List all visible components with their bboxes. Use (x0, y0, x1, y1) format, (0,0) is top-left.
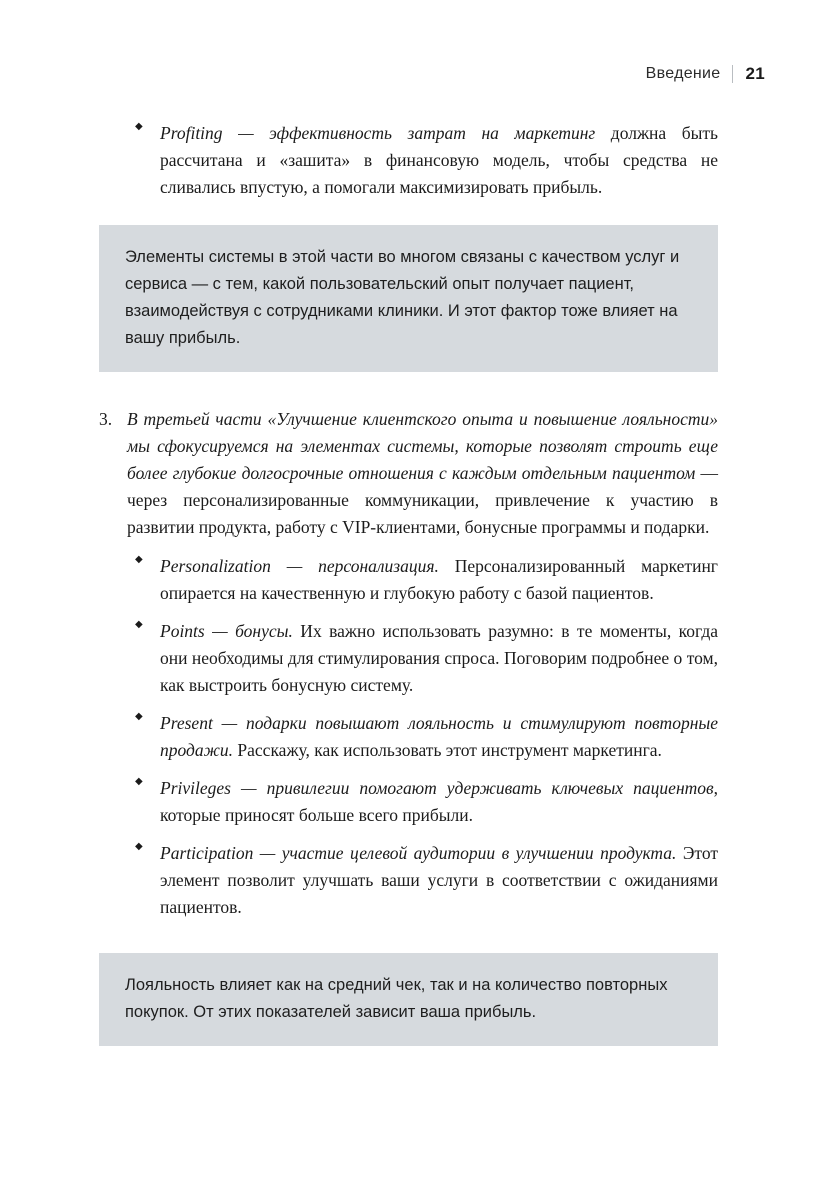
list-item-lead: Profiting — эффективность затрат на маркетинг (160, 123, 596, 143)
numbered-item-3 (99, 406, 718, 541)
list-item-body: , которые приносят больше всего прибыли. (160, 778, 718, 825)
diamond-bullet-icon: ◆ (135, 554, 143, 565)
diamond-bullet-icon: ◆ (135, 619, 143, 630)
list-item-text (160, 120, 718, 201)
list-item-lead: Participation — участие целевой аудитории в улучшении продукта. (160, 843, 677, 863)
item-number: 3. (99, 409, 113, 429)
list-item-points (135, 618, 718, 699)
numbered-item-text (127, 406, 718, 541)
numbered-item-body: — через персонализированные коммуникации, привлечение к участию в развитии продукта, работу с VIP-клиентами, бонусные программы и подарки. (127, 463, 718, 537)
page-number: 21 (745, 64, 765, 83)
list-item-participation (135, 840, 719, 921)
callout-box-quality (99, 225, 718, 372)
list-item-lead: Points — бонусы. (160, 621, 293, 641)
list-item-present (135, 710, 718, 764)
page-header (646, 64, 765, 84)
list-item-profiting (135, 120, 719, 201)
page-content (99, 120, 718, 1046)
diamond-bullet-icon: ◆ (135, 776, 143, 787)
list-item-body: Их важно использовать разумно: в те моменты, когда они необходимы для стимулирования спроса. Поговорим подробнее о том, как выстроить бонусную систему. (160, 621, 718, 695)
diamond-bullet-icon: ◆ (135, 121, 143, 132)
callout-text: Лояльность влияет как на средний чек, так и на количество повторных покупок. От этих показателей зависит ваша прибыль. (125, 976, 668, 1021)
list-item-text (160, 775, 718, 829)
list-item-lead: Privileges — привилегии помогают удерживать ключевых пациентов (160, 778, 714, 798)
list-item-text (160, 710, 718, 764)
callout-box-loyalty (99, 953, 718, 1046)
diamond-bullet-icon: ◆ (135, 841, 143, 852)
list-item-personalization (135, 553, 718, 607)
list-item-text (160, 618, 718, 699)
list-item-privileges (135, 775, 718, 829)
list-item-body: должна быть рассчитана и «зашита» в финансовую модель, чтобы средства не сливались впустую, а помогали максимизировать прибыль. (160, 123, 719, 197)
list-item-body: Этот элемент позволит улучшать ваши услуги в соответствии с ожиданиями пациентов. (160, 843, 719, 917)
numbered-item-lead: В третьей части «Улучшение клиентского опыта и повышение лояльности» мы сфокусируемся на элементах системы, которые позволят строить еще более глубокие долгосрочные отношения с каждым отдельным пациентом (127, 409, 718, 483)
section-title: Введение (645, 65, 721, 82)
list-item-body: Расскажу, как использовать этот инструмент маркетинга. (233, 740, 662, 760)
list-item-text (160, 840, 718, 921)
list-item-text (160, 553, 718, 607)
list-item-lead: Personalization — персонализация. (160, 556, 439, 576)
list-item-body: Персонализированный маркетинг опирается на качественную и глубокую работу с базой пациентов. (160, 556, 718, 603)
diamond-bullet-icon: ◆ (135, 711, 143, 722)
list-item-lead: Present — подарки повышают лояльность и стимулируют повторные продажи. (160, 713, 718, 760)
header-divider (732, 65, 733, 83)
callout-text: Элементы системы в этой части во многом связаны с качеством услуг и сервиса — с тем, какой пользовательский опыт получает пациент, взаимодействуя с сотрудниками клиники. И этот фактор тоже влияет на вашу прибыль. (125, 248, 680, 347)
